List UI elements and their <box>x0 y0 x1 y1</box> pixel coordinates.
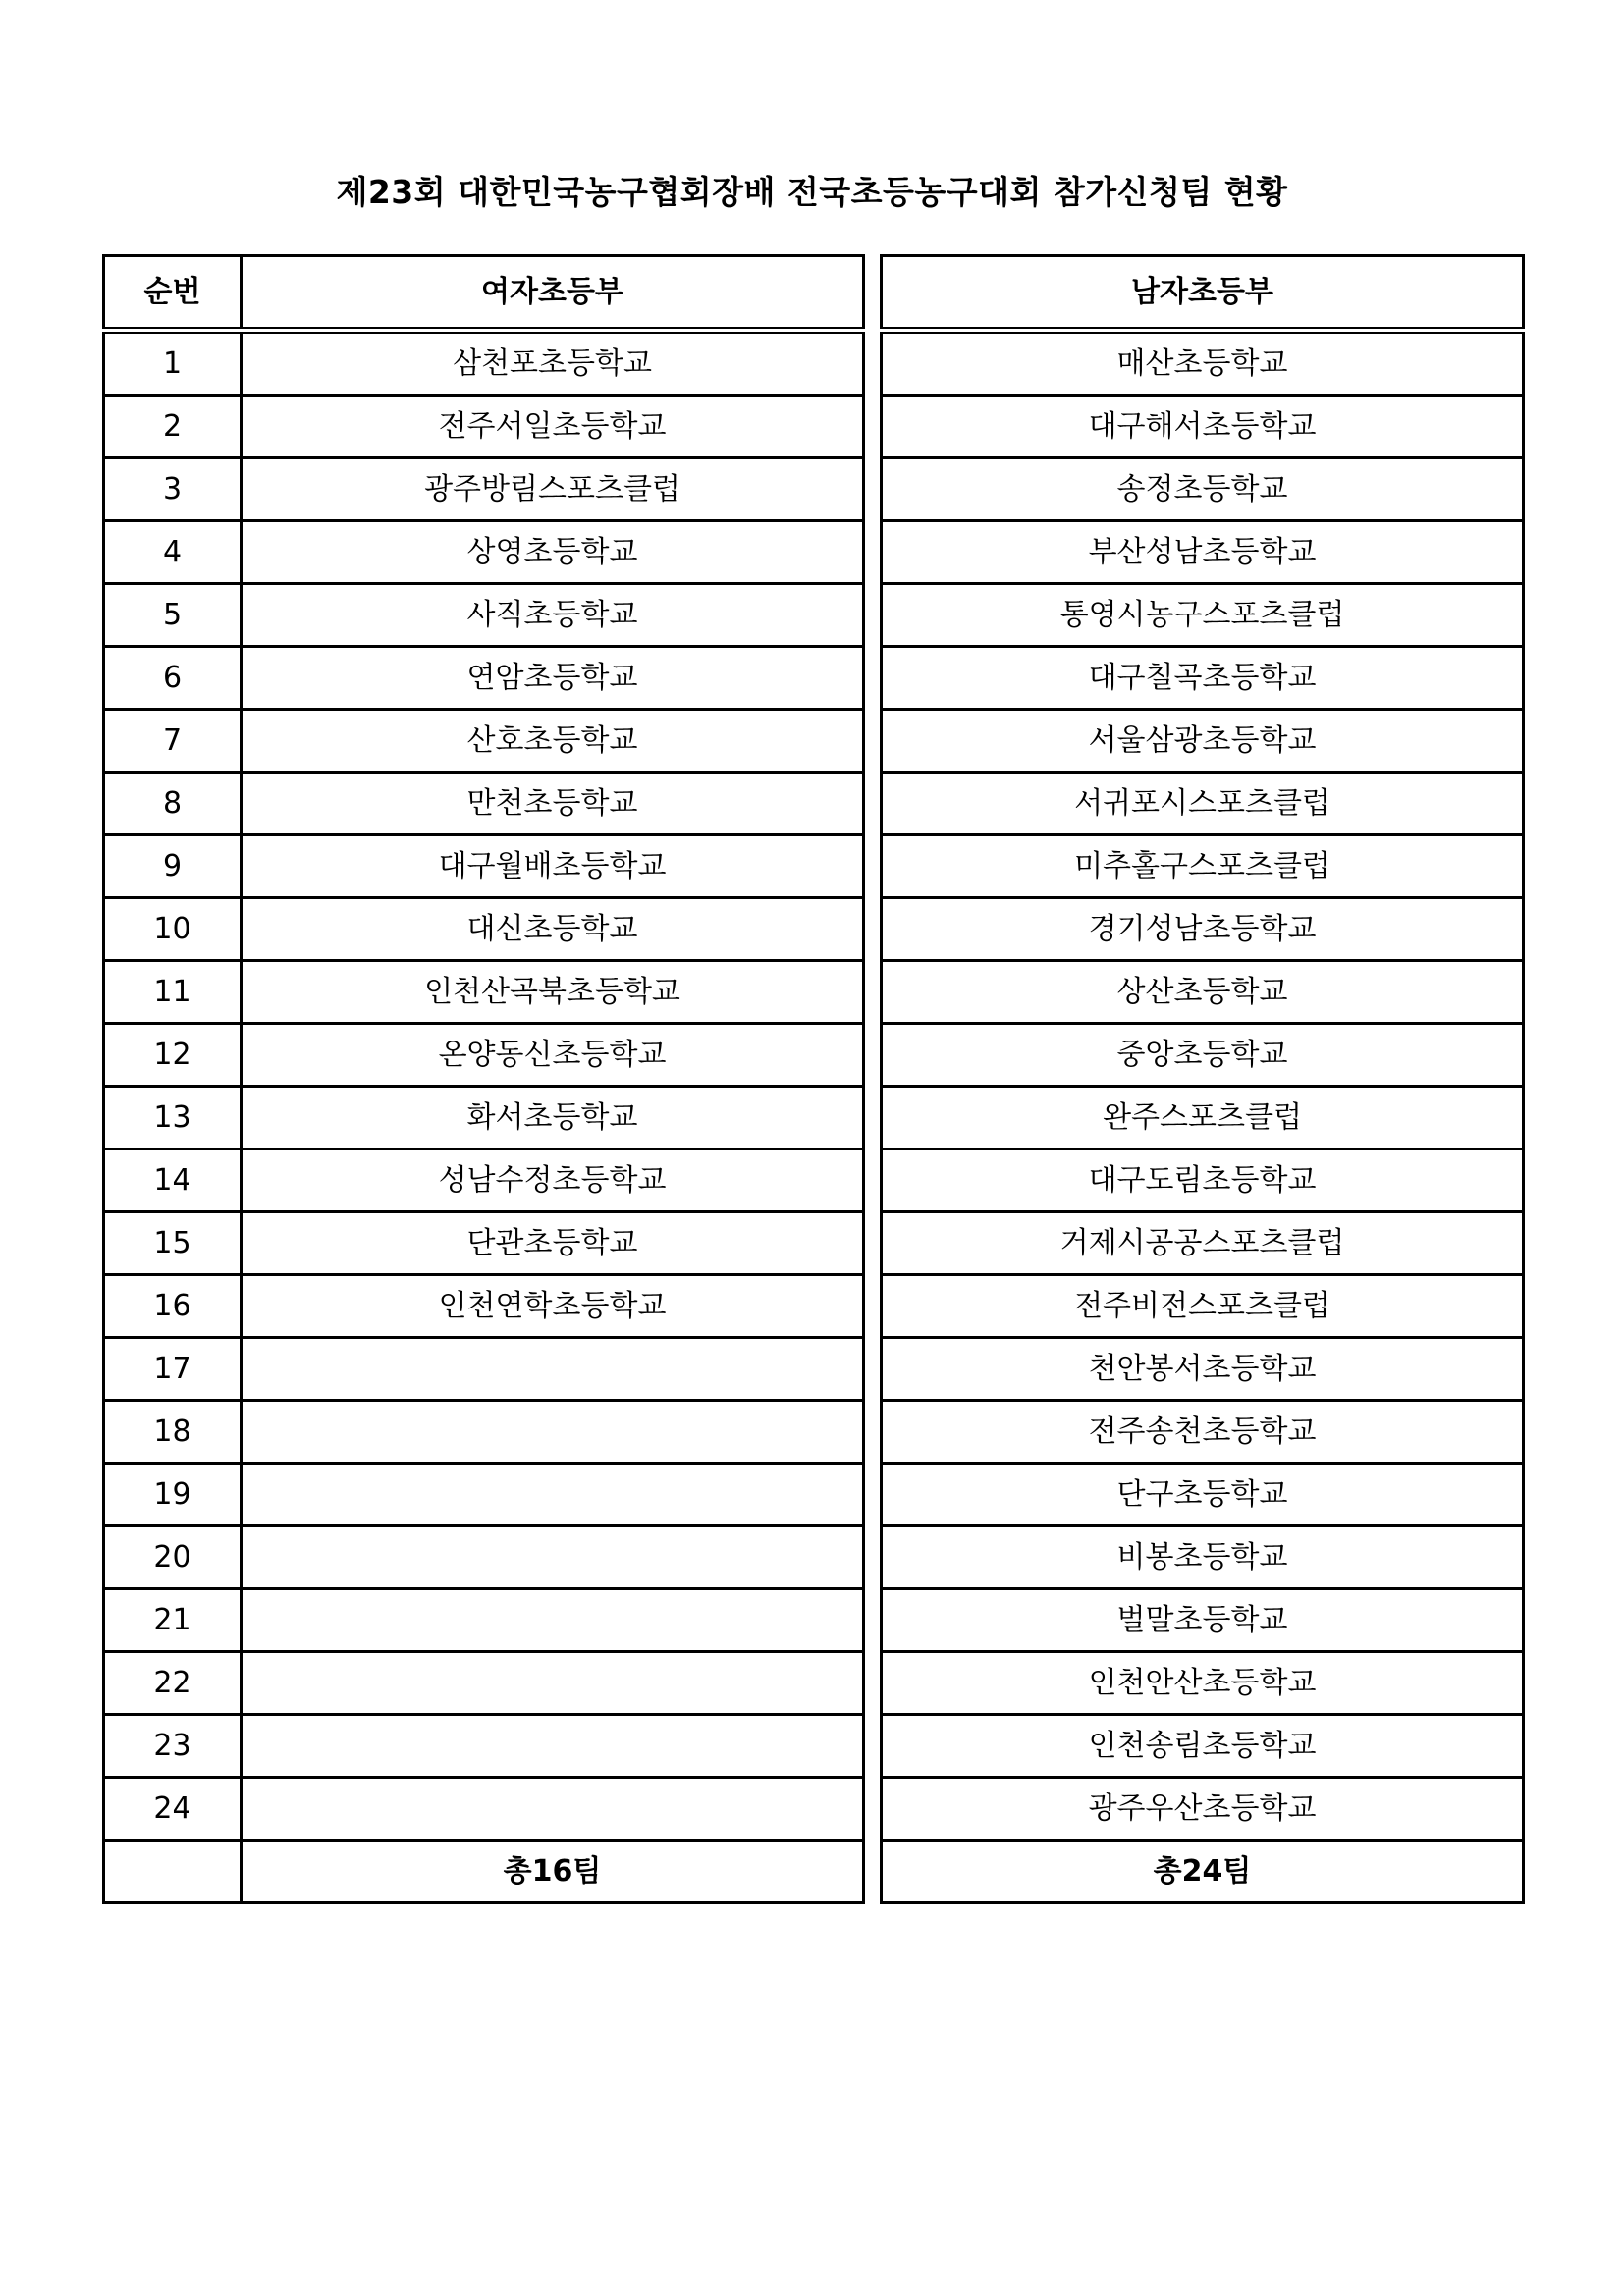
table-row <box>882 396 1524 458</box>
girls-team-name <box>242 1778 864 1841</box>
boys-team-name: 송정초등학교 <box>882 458 1524 521</box>
row-number: 13 <box>104 1087 242 1149</box>
table-row <box>104 835 864 898</box>
table-row <box>882 1401 1524 1464</box>
row-number: 11 <box>104 961 242 1024</box>
boys-team-name: 천안봉서초등학교 <box>882 1338 1524 1401</box>
table-row <box>104 961 864 1024</box>
girls-team-name: 연암초등학교 <box>242 647 864 710</box>
girls-team-name <box>242 1652 864 1715</box>
row-number: 20 <box>104 1526 242 1589</box>
table-row <box>104 1401 864 1464</box>
table-row <box>882 773 1524 835</box>
girls-team-name: 전주서일초등학교 <box>242 396 864 458</box>
table-row <box>882 961 1524 1024</box>
girls-team-name <box>242 1464 864 1526</box>
boys-team-name: 전주송천초등학교 <box>882 1401 1524 1464</box>
boys-team-name: 거제시공공스포츠클럽 <box>882 1212 1524 1275</box>
table-row <box>104 710 864 773</box>
table-row <box>882 521 1524 584</box>
girls-team-name: 사직초등학교 <box>242 584 864 647</box>
boys-division-table <box>880 254 1525 1904</box>
table-row <box>104 584 864 647</box>
girls-table-body <box>104 331 864 1841</box>
header-number: 순번 <box>104 256 242 331</box>
row-number: 7 <box>104 710 242 773</box>
boys-team-name: 인천송림초등학교 <box>882 1715 1524 1778</box>
girls-team-name: 단관초등학교 <box>242 1212 864 1275</box>
girls-team-name: 대신초등학교 <box>242 898 864 961</box>
row-number: 4 <box>104 521 242 584</box>
boys-team-name: 대구칠곡초등학교 <box>882 647 1524 710</box>
boys-team-name: 인천안산초등학교 <box>882 1652 1524 1715</box>
table-row <box>104 1338 864 1401</box>
table-header-row <box>104 256 864 331</box>
table-row <box>104 1464 864 1526</box>
boys-team-name: 매산초등학교 <box>882 331 1524 396</box>
table-row <box>104 1778 864 1841</box>
table-row <box>882 1149 1524 1212</box>
boys-team-name: 광주우산초등학교 <box>882 1778 1524 1841</box>
row-number: 22 <box>104 1652 242 1715</box>
boys-team-name: 부산성남초등학교 <box>882 521 1524 584</box>
table-row <box>882 1464 1524 1526</box>
boys-table-body <box>882 331 1524 1841</box>
row-number: 1 <box>104 331 242 396</box>
girls-team-name: 온양동신초등학교 <box>242 1024 864 1087</box>
table-row <box>882 710 1524 773</box>
boys-total-row <box>882 1841 1524 1903</box>
row-number: 12 <box>104 1024 242 1087</box>
table-row <box>882 1778 1524 1841</box>
boys-team-name: 중앙초등학교 <box>882 1024 1524 1087</box>
table-row <box>104 1087 864 1149</box>
girls-team-name: 화서초등학교 <box>242 1087 864 1149</box>
boys-team-name: 대구해서초등학교 <box>882 396 1524 458</box>
row-number: 21 <box>104 1589 242 1652</box>
table-row <box>882 1652 1524 1715</box>
row-number: 5 <box>104 584 242 647</box>
table-row <box>104 1024 864 1087</box>
girls-team-name: 성남수정초등학교 <box>242 1149 864 1212</box>
girls-team-name: 인천산곡북초등학교 <box>242 961 864 1024</box>
table-row <box>104 1652 864 1715</box>
girls-team-name: 광주방림스포츠클럽 <box>242 458 864 521</box>
row-number: 10 <box>104 898 242 961</box>
table-row <box>104 1212 864 1275</box>
table-row <box>104 647 864 710</box>
girls-total-row <box>104 1841 864 1903</box>
boys-team-name: 벌말초등학교 <box>882 1589 1524 1652</box>
girls-division-table <box>102 254 865 1904</box>
table-row <box>882 898 1524 961</box>
row-number: 3 <box>104 458 242 521</box>
table-row <box>882 1715 1524 1778</box>
boys-team-name: 상산초등학교 <box>882 961 1524 1024</box>
boys-team-name: 경기성남초등학교 <box>882 898 1524 961</box>
table-row <box>882 1526 1524 1589</box>
table-row <box>104 898 864 961</box>
table-row <box>882 1338 1524 1401</box>
table-row <box>104 1589 864 1652</box>
girls-team-name <box>242 1589 864 1652</box>
table-row <box>104 1715 864 1778</box>
table-row <box>882 647 1524 710</box>
boys-team-name: 완주스포츠클럽 <box>882 1087 1524 1149</box>
girls-team-name <box>242 1526 864 1589</box>
table-row <box>882 331 1524 396</box>
table-row <box>104 1526 864 1589</box>
row-number: 24 <box>104 1778 242 1841</box>
table-row <box>104 1275 864 1338</box>
row-number: 15 <box>104 1212 242 1275</box>
table-row <box>882 835 1524 898</box>
boys-team-name: 전주비전스포츠클럽 <box>882 1275 1524 1338</box>
girls-team-name <box>242 1715 864 1778</box>
row-number: 16 <box>104 1275 242 1338</box>
table-row <box>882 584 1524 647</box>
boys-team-name: 통영시농구스포츠클럽 <box>882 584 1524 647</box>
girls-team-name: 삼천포초등학교 <box>242 331 864 396</box>
boys-team-name: 단구초등학교 <box>882 1464 1524 1526</box>
girls-team-name: 대구월배초등학교 <box>242 835 864 898</box>
girls-team-name <box>242 1401 864 1464</box>
boys-team-name: 미추홀구스포츠클럽 <box>882 835 1524 898</box>
table-row <box>104 331 864 396</box>
table-row <box>882 1087 1524 1149</box>
girls-team-name: 만천초등학교 <box>242 773 864 835</box>
row-number: 8 <box>104 773 242 835</box>
row-number: 19 <box>104 1464 242 1526</box>
table-row <box>882 1212 1524 1275</box>
row-number: 18 <box>104 1401 242 1464</box>
girls-team-name: 인천연학초등학교 <box>242 1275 864 1338</box>
document-title: 제23회 대한민국농구협회장배 전국초등농구대회 참가신청팀 현황 <box>336 173 1288 211</box>
boys-team-name: 대구도림초등학교 <box>882 1149 1524 1212</box>
boys-team-name: 비봉초등학교 <box>882 1526 1524 1589</box>
table-row <box>104 773 864 835</box>
girls-team-name: 산호초등학교 <box>242 710 864 773</box>
table-row <box>882 1589 1524 1652</box>
girls-team-name: 상영초등학교 <box>242 521 864 584</box>
table-row <box>104 458 864 521</box>
row-number: 14 <box>104 1149 242 1212</box>
boys-total: 총24팀 <box>882 1841 1524 1903</box>
row-number: 2 <box>104 396 242 458</box>
table-row <box>882 1275 1524 1338</box>
row-number: 9 <box>104 835 242 898</box>
table-row <box>104 521 864 584</box>
girls-total: 총16팀 <box>242 1841 864 1903</box>
girls-team-name <box>242 1338 864 1401</box>
boys-team-name: 서울삼광초등학교 <box>882 710 1524 773</box>
table-row <box>104 1149 864 1212</box>
table-row <box>882 1024 1524 1087</box>
header-girls-division: 여자초등부 <box>242 256 864 331</box>
table-row <box>882 458 1524 521</box>
table-header-row <box>882 256 1524 331</box>
boys-team-name: 서귀포시스포츠클럽 <box>882 773 1524 835</box>
row-number: 6 <box>104 647 242 710</box>
row-number: 23 <box>104 1715 242 1778</box>
table-row <box>104 396 864 458</box>
total-number-cell <box>104 1841 242 1903</box>
row-number: 17 <box>104 1338 242 1401</box>
header-boys-division: 남자초등부 <box>882 256 1524 331</box>
